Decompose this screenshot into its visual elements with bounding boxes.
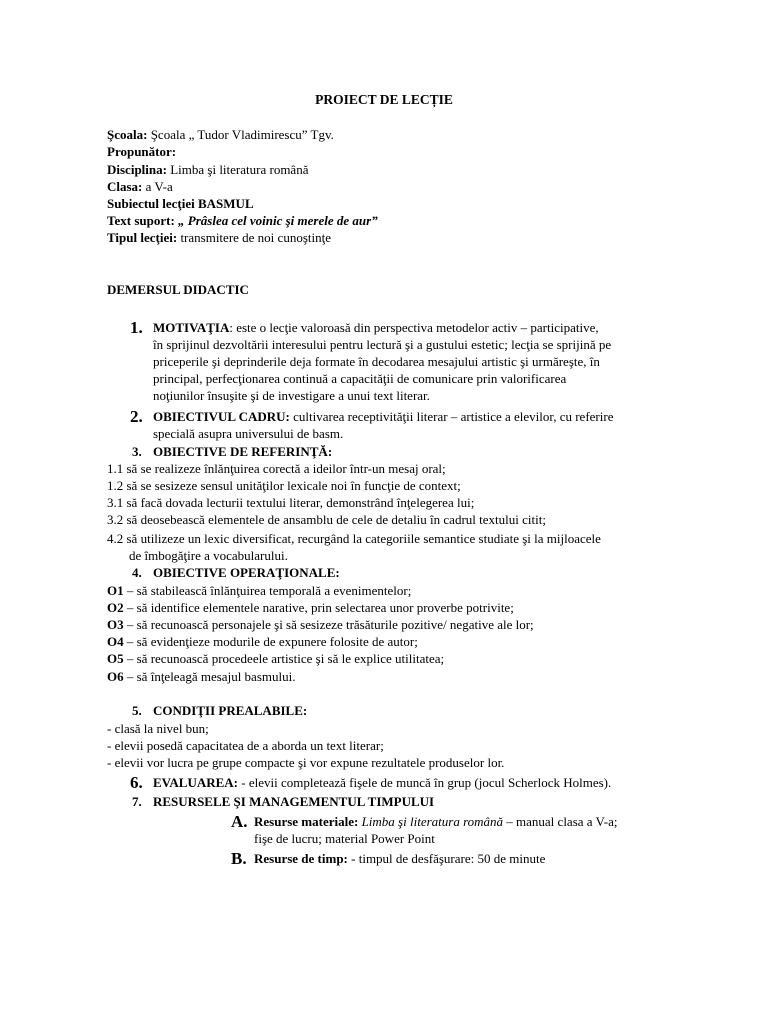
s7-b-label: Resurse de timp: [254,851,348,866]
subiect-label: Subiectul lecţiei [107,196,195,211]
s4-code-3: O4 [107,634,124,649]
s4-text-0: – să stabilească înlănţuirea temporală a evenimentelor; [123,583,412,598]
s4-code-4: O5 [107,651,124,666]
s2-line-1: specială asupra universului de basm. [153,426,344,441]
s1-line-0 [153,319,599,336]
s1-line-1: în sprijinul dezvoltării interesului pentru lectură şi a gustului estetic; lecţia se sprijină pe [153,337,612,352]
s1-number: 1. [130,318,143,337]
s4-code-5: O6 [107,669,124,684]
demers-title: DEMERSUL DIDACTIC [107,282,249,297]
s4-text-1: – să identifice elementele narative, prin selectarea unor proverbe potrivite; [123,600,514,615]
s2-text-0: cultivarea receptivităţii literar – artistice a elevilor, cu referire [289,409,614,424]
s4-item-2 [107,616,534,633]
s1-heading: MOTIVAŢIA [153,320,230,335]
scoala-label: Şcoala: [107,127,148,142]
tip-lectie-line [107,229,331,246]
s4-item-5 [107,668,295,685]
document-title: PROIECT DE LECȚIE [315,92,453,107]
s5-number: 5. [132,703,142,718]
tip-lectie-label: Tipul lecţiei: [107,230,178,245]
text-suport-value: „ Prâslea cel voinic şi merele de aur” [178,213,378,228]
s4-text-5: – să înţeleagă mesajul basmului. [123,669,296,684]
s7-a-line2: fişe de lucru; material Power Point [254,831,435,846]
s2-number: 2. [130,407,143,426]
s3-item-4: 4.2 să utilizeze un lexic diversificat, recurgând la categoriile semantice studiate şi la mijloacele [107,531,601,546]
disciplina-value: Limba şi literatura română [170,162,309,177]
s4-code-1: O2 [107,600,124,615]
s5-item-2: - elevii vor lucra pe grupe compacte şi vor expune rezultatele produselor lor. [107,755,505,770]
s7-b-line [254,850,545,867]
subiect-value: BASMUL [198,196,254,211]
s3-number: 3. [132,444,142,459]
s4-code-2: O3 [107,617,124,632]
s3-item-0: 1.1 să se realizeze înlănţuirea corectă a ideilor într-un mesaj oral; [107,461,446,476]
s3-item-3: 3.2 să deosebească elementele de ansamblu de cele de detaliu în cadrul textului citit; [107,512,546,527]
subiect-line [107,195,254,212]
scoala-value: Şcoala „ Tudor Vladimirescu” Tgv. [150,127,334,142]
scoala-line [107,126,334,143]
s7-a-label: Resurse materiale: [254,814,359,829]
s1-line-4: noţiunilor însuşite şi de investigare a unui text literar. [153,388,430,403]
s2-heading: OBIECTIVUL CADRU: [153,409,290,424]
tip-lectie-value: transmitere de noi cunoştinţe [180,230,331,245]
s4-item-4 [107,650,444,667]
s4-text-4: – să recunoască procedeele artistice şi să le explice utilitatea; [123,651,445,666]
s7-b-text: - timpul de desfăşurare: 50 de minute [347,851,546,866]
s4-code-0: O1 [107,583,124,598]
clasa-value: a V-a [145,179,173,194]
s7-number: 7. [132,794,142,809]
s7-a-text: – manual clasa a V-a; [503,814,618,829]
text-suport-label: Text suport: [107,213,175,228]
s4-heading: OBIECTIVE OPERAŢIONALE: [153,565,340,580]
s5-item-1: - elevii posedă capacitatea de a aborda un text literar; [107,738,384,753]
s6-heading: EVALUAREA: [153,775,238,790]
s4-item-3 [107,633,418,650]
s3-item-5: de îmbogăţire a vocabularului. [129,548,288,563]
s6-text: - elevii completează fişele de muncă în grup (jocul Scherlock Holmes). [238,775,612,790]
s4-number: 4. [132,565,142,580]
s4-item-1 [107,599,514,616]
disciplina-label: Disciplina: [107,162,167,177]
s4-text-2: – să recunoască personajele şi să sesizeze trăsăturile pozitive/ negative ale lor; [123,617,534,632]
s7-a-line [254,813,617,830]
s4-item-0 [107,582,411,599]
clasa-line [107,178,173,195]
s3-item-1: 1.2 să se sesizeze sensul unităţilor lexicale noi în funcţie de context; [107,478,461,493]
s6-number: 6. [130,773,143,792]
s7-a-letter: A. [231,812,248,831]
clasa-label: Clasa: [107,179,143,194]
s5-heading: CONDIŢII PREALABILE: [153,703,308,718]
disciplina-line [107,161,308,178]
s3-item-2: 3.1 să facă dovada lecturii textului literar, demonstrând înţelegerea lui; [107,495,475,510]
s1-text-0: : este o lecţie valoroasă din perspectiva metodelor activ – participative, [229,320,599,335]
s5-item-0: - clasă la nivel bun; [107,721,209,736]
s3-heading: OBIECTIVE DE REFERINŢĂ: [153,444,333,459]
s1-line-3: principal, perfecţionarea continuă a capacităţii de comunicare prin valorificarea [153,371,567,386]
s7-a-italic: Limba şi literatura română [361,814,504,829]
s2-line-0 [153,408,613,425]
propunator-label: Propunător: [107,144,177,159]
s1-line-2: priceperile şi deprinderile deja formate în decodarea mesajului artistic şi urmăreşte, în [153,354,600,369]
s6-line [153,774,611,791]
s7-heading: RESURSELE ŞI MANAGEMENTUL TIMPULUI [153,794,435,809]
text-suport-line [107,212,378,229]
s4-text-3: – să evidenţieze modurile de expunere folosite de autor; [123,634,418,649]
propunator-line [107,143,176,160]
s7-b-letter: B. [231,849,247,868]
